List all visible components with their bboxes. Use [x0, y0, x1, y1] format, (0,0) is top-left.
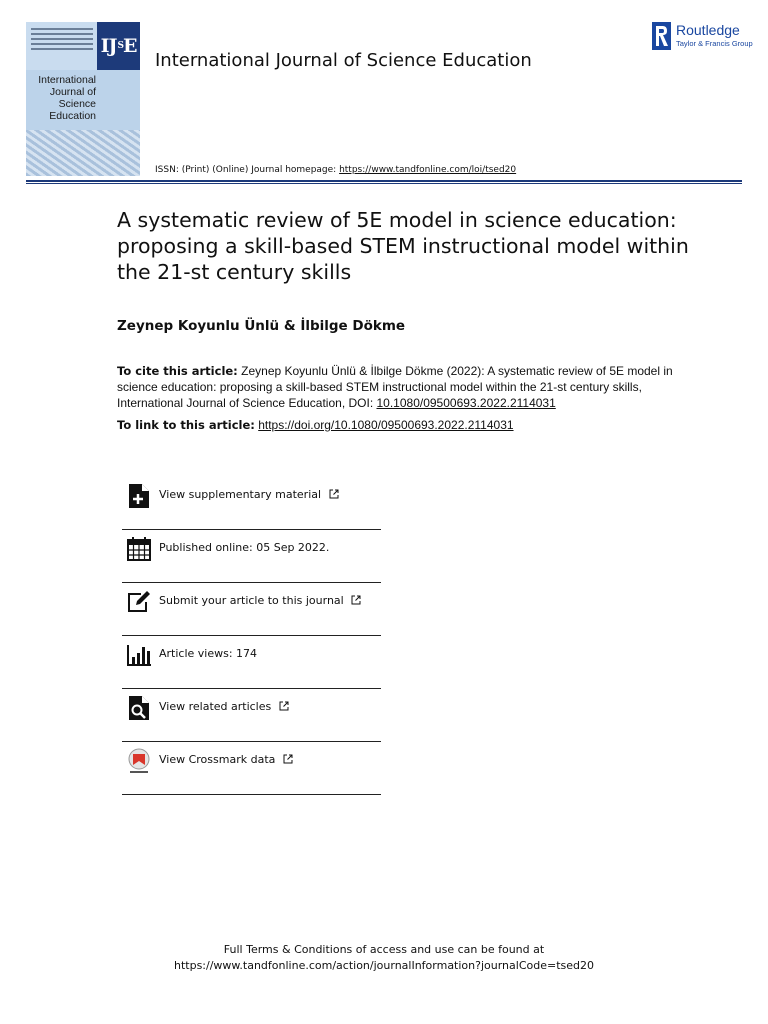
calendar-icon — [127, 536, 151, 562]
info-label: Article views: 174 — [159, 647, 258, 660]
info-row-crossmark[interactable] — [122, 742, 381, 795]
cover-title-line: International — [38, 74, 96, 86]
article-title: A systematic review of 5E model in science education: proposing a skill-based STEM instructional model within the 21-st century skills — [117, 208, 689, 284]
info-label — [159, 594, 361, 607]
cover-title-line: Journal of — [49, 86, 96, 98]
footer-line: Full Terms & Conditions of access and use can be found at — [223, 943, 545, 956]
info-row-views — [122, 636, 381, 689]
article-info-list — [122, 477, 381, 795]
citation-label: To cite this article: — [117, 364, 238, 378]
citation-block — [117, 363, 677, 411]
citation-text: Zeynep Koyunlu Ünlü & İlbilge Dökme (2022): A systematic review of 5E model in science education: proposing a skill-based STEM instructional model within the 21-st century skills, International Journal of Science Education, DOI: — [117, 364, 673, 410]
external-link-icon — [279, 701, 289, 711]
related-articles-icon — [127, 695, 151, 721]
supplementary-file-icon — [127, 483, 151, 509]
info-row-related[interactable] — [122, 689, 381, 742]
external-link-icon — [329, 489, 339, 499]
header-divider-thin — [26, 183, 742, 184]
article-authors: Zeynep Koyunlu Ünlü & İlbilge Dökme — [117, 318, 406, 334]
edit-icon — [127, 589, 151, 615]
info-label-text: View related articles — [159, 700, 272, 713]
footer-terms — [0, 942, 768, 974]
external-link-icon — [351, 595, 361, 605]
publisher-name: Routledge — [676, 22, 740, 38]
crossmark-icon — [127, 748, 151, 774]
info-label — [159, 488, 339, 501]
footer-terms-link[interactable]: https://www.tandfonline.com/action/journalInformation?journalCode=tsed20 — [174, 959, 594, 972]
info-label — [159, 700, 289, 713]
article-link-block — [117, 418, 514, 432]
info-row-submit[interactable] — [122, 583, 381, 636]
journal-homepage-link[interactable]: https://www.tandfonline.com/loi/tsed20 — [339, 165, 517, 175]
issn-text: ISSN: (Print) (Online) Journal homepage: — [155, 165, 340, 175]
cover-title-line: Education — [49, 110, 96, 122]
cover-title-line: Science — [58, 98, 96, 110]
journal-name: International Journal of Science Education — [155, 50, 532, 71]
info-label-text: View Crossmark data — [159, 753, 276, 766]
article-link-label: To link to this article: — [117, 418, 255, 432]
cover-logo: IJ S E — [97, 22, 140, 70]
article-doi-link[interactable]: https://doi.org/10.1080/09500693.2022.2114031 — [258, 418, 514, 432]
info-row-supplementary[interactable] — [122, 477, 381, 530]
info-label-text: View supplementary material — [159, 488, 322, 501]
bar-chart-icon — [127, 642, 151, 668]
info-row-published — [122, 530, 381, 583]
cover-title — [38, 74, 96, 122]
publisher-subtitle: Taylor & Francis Group — [676, 39, 753, 48]
info-label — [159, 753, 293, 766]
cover-pattern — [26, 130, 140, 176]
external-link-icon — [283, 754, 293, 764]
journal-cover-image — [26, 22, 140, 176]
info-label: Published online: 05 Sep 2022. — [159, 541, 330, 554]
citation-doi-link[interactable]: 10.1080/09500693.2022.2114031 — [376, 396, 556, 410]
header-divider — [26, 180, 742, 182]
routledge-logo-icon — [652, 22, 671, 50]
info-label-text: Submit your article to this journal — [159, 594, 344, 607]
cover-text-lines — [31, 28, 93, 53]
issn-line — [155, 165, 516, 175]
